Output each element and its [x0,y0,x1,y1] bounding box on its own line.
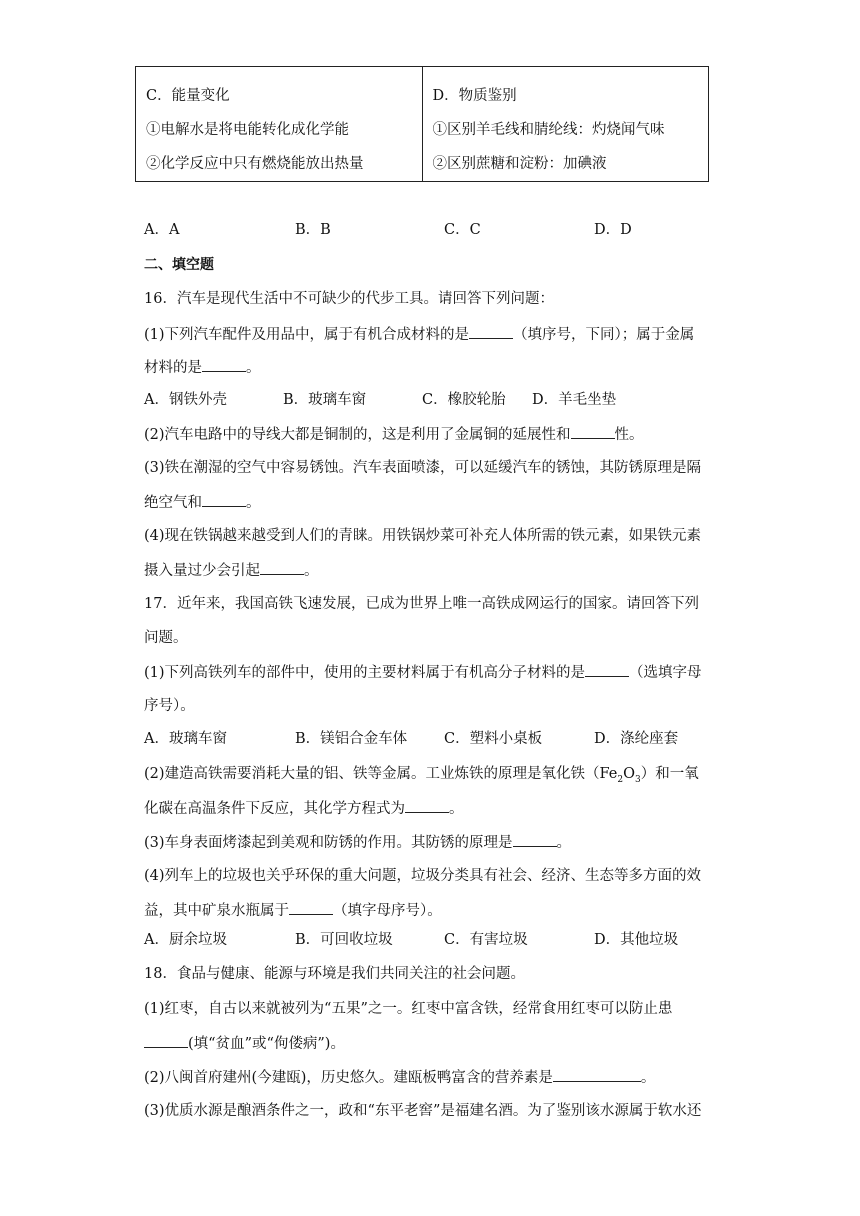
answer-blank[interactable] [571,424,615,439]
q17-stem: 17．近年来，我国高铁飞速发展，已成为世界上唯一高铁成网运行的国家。请回答下列 [144,596,699,612]
q16-part1-text: (1)下列汽车配件及用品中，属于有机合成材料的是 [144,327,470,343]
q17-option2-b[interactable]: B．可回收垃圾 [295,932,393,948]
answer-blank[interactable] [405,798,449,813]
q16-part2-text: (2)汽车电路中的导线大都是铜制的，这是利用了金属铜的延展性和 [144,427,571,443]
q16-part1-end: 。 [246,360,261,376]
q17-option1-a[interactable]: A．玻璃车窗 [144,731,227,747]
option-c-cell [136,67,423,182]
q18-part2-text: (2)八闽首府建州(今建瓯)，历史悠久。建瓯板鸭富含的营养素是 [144,1070,553,1086]
answer-blank[interactable] [469,324,513,339]
q17-option2-a[interactable]: A．厨余垃圾 [144,932,227,948]
q18-part1: (1)红枣，自古以来就被列为“五果”之一。红枣中富含铁，经常食用红枣可以防止患 [144,1001,673,1017]
q17-part2-text: (2)建造高铁需要消耗大量的铝、铁等金属。工业炼铁的原理是氧化铁（Fe [144,766,618,782]
q17-part3-end: 。 [556,835,572,851]
q17-part1-text2: （选填字母 [629,665,702,681]
option-c-item2: ②化学反应中只有燃烧能放出热量 [146,156,364,172]
q17-part4: (4)列车上的垃圾也关乎环保的重大问题，垃圾分类具有社会、经济、生态等多方面的效 [144,868,702,884]
q17-part2-end: 。 [449,801,464,817]
q16-part1-text3: 材料的是 [144,360,202,376]
q16-part1-cont [144,357,261,378]
q18-part2-end: 。 [640,1070,656,1086]
q17-part1-cont: 序号）。 [144,698,195,714]
q16-part3-text: 绝空气和 [144,495,202,511]
q17-option2-c[interactable]: C．有害垃圾 [444,932,528,948]
q17-part3-text: (3)车身表面烤漆起到美观和防锈的作用。其防锈的原理是 [144,835,513,851]
q17-part2-cont [144,798,464,819]
q15-option-d[interactable]: D．D [594,222,632,238]
q16-part3: (3)铁在潮湿的空气中容易锈蚀。汽车表面喷漆，可以延缓汽车的锈蚀，其防锈原理是隔 [144,460,702,476]
q18-part1-cont [144,1033,345,1054]
q18-stem: 18．食品与健康、能源与环境是我们共同关注的社会问题。 [144,966,525,982]
q17-part2-text2: ）和一氧 [640,766,699,782]
q16-part1 [144,324,694,345]
q17-part2-text3: 化碳在高温条件下反应，其化学方程式为 [144,801,405,817]
q16-stem: 16．汽车是现代生活中不可缺少的代步工具。请回答下列问题： [144,291,554,307]
q15-option-c[interactable]: C．C [444,222,481,238]
answer-blank[interactable] [289,900,333,915]
q16-part2-end: 性。 [614,427,644,443]
q17-part1-text: (1)下列高铁列车的部件中，使用的主要材料属于有机高分子材料的是 [144,665,586,681]
q15-option-a[interactable]: A．A [144,222,180,238]
answer-blank[interactable] [202,492,246,507]
q15-options-table [135,66,709,182]
option-d-item1: ①区别羊毛线和腈纶线：灼烧闻气味 [432,122,665,138]
q18-part1-text: (填“贫血”或“佝偻病”)。 [188,1036,345,1052]
q17-option2-d[interactable]: D．其他垃圾 [594,932,679,948]
q16-part4-end: 。 [304,563,319,579]
q17-stem-cont: 问题。 [144,630,188,646]
section-heading: 二、填空题 [144,257,214,273]
q17-option1-b[interactable]: B．镁铝合金车体 [295,731,408,747]
subscript: 2 [617,774,624,785]
q16-option-b[interactable]: B．玻璃车窗 [283,392,367,408]
option-d-cell [422,67,709,182]
answer-blank[interactable] [585,662,629,677]
q15-option-b[interactable]: B．B [295,222,331,238]
q17-option1-d[interactable]: D．涤纶座套 [594,731,679,747]
q16-option-d[interactable]: D．羊毛坐垫 [532,392,617,408]
q17-part2 [144,764,699,790]
answer-blank[interactable] [513,832,557,847]
option-c-title: C．能量变化 [146,88,230,104]
q17-part4-cont [144,900,442,921]
q17-part4-text: 益，其中矿泉水瓶属于 [144,903,289,919]
q17-part4-end: （填字母序号）。 [333,903,442,919]
option-d-item2: ②区别蔗糖和淀粉：加碘液 [432,156,607,172]
q16-option-a[interactable]: A．钢铁外壳 [144,392,227,408]
q16-part3-end: 。 [246,495,261,511]
q17-part2-o: O [623,766,636,782]
q17-part1 [144,662,702,683]
q16-part2 [144,424,644,445]
subscript: 3 [635,774,641,785]
option-c-item1: ①电解水是将电能转化成化学能 [146,122,349,138]
q17-part3 [144,832,571,853]
q16-part1-text2: （填序号，下同）；属于金属 [513,327,695,343]
option-d-title: D．物质鉴别 [432,88,517,104]
q16-part3-cont [144,492,261,513]
q16-part4-text: 摄入量过少会引起 [144,563,260,579]
q18-part3: (3)优质水源是酿酒条件之一，政和“东平老窖”是福建名酒。为了鉴别该水源属于软水还 [144,1103,702,1119]
q18-part2 [144,1067,655,1088]
answer-blank[interactable] [144,1033,188,1048]
q17-option1-c[interactable]: C．塑料小桌板 [444,731,543,747]
q16-option-c[interactable]: C．橡胶轮胎 [422,392,506,408]
answer-blank[interactable] [202,357,246,372]
answer-blank[interactable] [553,1067,641,1082]
answer-blank[interactable] [260,560,304,575]
q16-part4: (4)现在铁锅越来越受到人们的青睐。用铁锅炒菜可补充人体所需的铁元素，如果铁元素 [144,528,702,544]
q16-part4-cont [144,560,319,581]
